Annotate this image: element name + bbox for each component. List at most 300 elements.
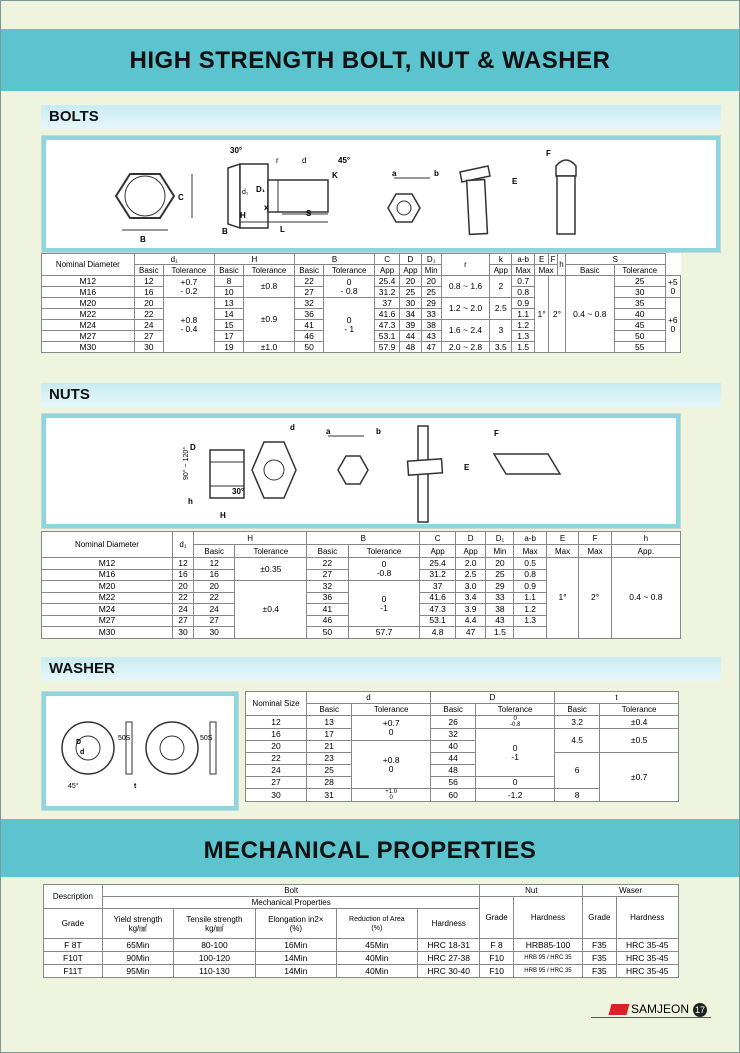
diagram-label: H xyxy=(220,511,226,520)
table-cell: 20 xyxy=(486,558,514,570)
table-cell: 25 xyxy=(307,765,352,777)
table-cell: 0.9 xyxy=(514,581,546,593)
table-cell: 22 xyxy=(246,753,307,765)
table-cell: 3.4 xyxy=(455,592,486,604)
table-cell: 1.6 ~ 2.4 xyxy=(441,320,490,342)
table-cell: Min xyxy=(486,545,514,558)
table-cell: 2° xyxy=(549,276,566,353)
table-cell: 40Min xyxy=(336,965,417,978)
table-cell: 30 xyxy=(400,298,422,309)
table-cell: 60 xyxy=(430,789,475,802)
table-cell: B xyxy=(307,532,420,545)
table-cell: M24 xyxy=(42,320,135,331)
table-cell: Description xyxy=(44,885,103,909)
table-cell: 29 xyxy=(486,581,514,593)
table-cell: 47.3 xyxy=(375,320,400,331)
diagram-label: 30° xyxy=(230,146,243,155)
diagram-label: d xyxy=(80,749,85,756)
table-cell: 46 xyxy=(307,615,348,627)
table-cell: M30 xyxy=(42,342,135,353)
table-cell: 25.4 xyxy=(375,276,400,287)
table-cell: 50 xyxy=(614,331,665,342)
table-cell: 27 xyxy=(134,331,163,342)
table-cell: M22 xyxy=(42,592,173,604)
table-cell: 27 xyxy=(172,615,193,627)
table-cell: 90Min xyxy=(102,952,173,965)
table-cell: ±1.0 xyxy=(244,342,295,353)
table-row xyxy=(44,965,679,978)
table-cell: 30 xyxy=(193,627,234,639)
table-cell: 1° xyxy=(535,276,549,353)
table-cell: 12 xyxy=(172,558,193,570)
table-cell: 15 xyxy=(214,320,243,331)
table-cell: 0.8 xyxy=(512,287,535,298)
table-cell: App xyxy=(455,545,486,558)
table-cell: +0.7 - 0.2 xyxy=(163,276,214,298)
diagram-label: 45° xyxy=(68,783,79,790)
diagram-label: 45° xyxy=(338,156,351,165)
diagram-label: d₁ xyxy=(242,189,249,196)
table-cell: +5 0 xyxy=(665,276,680,298)
table-cell: -1.2 xyxy=(476,789,555,802)
table-cell: 32 xyxy=(294,298,323,309)
table-cell: Basic xyxy=(134,265,163,276)
table-cell: 20 xyxy=(134,298,163,309)
table-cell: 38 xyxy=(486,604,514,616)
table-cell: H xyxy=(193,532,306,545)
table-cell: 25 xyxy=(486,569,514,581)
table-cell: 14Min xyxy=(255,965,336,978)
table-cell: 25 xyxy=(400,287,422,298)
table-cell: 33 xyxy=(421,309,441,320)
table-cell: Waser xyxy=(583,885,679,897)
table-cell: 48 xyxy=(400,342,422,353)
table-cell: M12 xyxy=(42,276,135,287)
bolt-drawing xyxy=(42,136,720,252)
table-cell: 16 xyxy=(246,729,307,741)
diagram-label: B xyxy=(222,227,228,236)
table-cell: 20 xyxy=(400,276,422,287)
diagram-label: 50S xyxy=(200,735,213,742)
table-cell: 36 xyxy=(294,309,323,320)
table-cell: 24 xyxy=(134,320,163,331)
table-cell: Tolerance xyxy=(476,704,555,716)
table-cell: 30 xyxy=(246,789,307,802)
table-cell: 0.5 xyxy=(514,558,546,570)
table-cell: H xyxy=(214,254,294,265)
table-cell: 1.1 xyxy=(514,592,546,604)
table-cell: 30 xyxy=(134,342,163,353)
table-cell: 12 xyxy=(193,558,234,570)
table-cell: 13 xyxy=(214,298,243,309)
table-cell: 2.0 ~ 2.8 xyxy=(441,342,490,353)
table-cell: 26 xyxy=(430,716,475,729)
table-cell: 57.7 xyxy=(348,627,420,639)
table-cell: HRB85-100 xyxy=(513,939,582,952)
table-cell: 10 xyxy=(214,287,243,298)
table-cell: 37 xyxy=(420,581,455,593)
table-cell: Tolerance xyxy=(348,545,420,558)
table-cell: M20 xyxy=(42,298,135,309)
bolts-table xyxy=(41,253,681,353)
table-cell: 34 xyxy=(400,309,422,320)
table-cell: Max xyxy=(535,265,558,276)
table-cell: +1.0 0 xyxy=(352,789,431,802)
table-cell: 95Min xyxy=(102,965,173,978)
table-cell: 100-120 xyxy=(174,952,256,965)
table-cell: 20 xyxy=(246,741,307,753)
table-cell: ±0.4 xyxy=(600,716,679,729)
table-cell: Hardness xyxy=(418,909,480,939)
table-cell: 55 xyxy=(614,342,665,353)
table-cell: Min xyxy=(421,265,441,276)
mech-title: MECHANICAL PROPERTIES xyxy=(203,837,537,864)
table-cell: B xyxy=(294,254,374,265)
diagram-label: L xyxy=(280,225,285,234)
table-cell: 50 xyxy=(307,627,348,639)
diagram-label: a xyxy=(326,427,331,436)
table-cell: 56 xyxy=(430,777,475,789)
table-cell: HRB 95 / HRC 35 xyxy=(513,952,582,965)
table-cell: 33 xyxy=(486,592,514,604)
table-row xyxy=(44,939,679,952)
table-cell: C xyxy=(420,532,455,545)
table-cell: 37 xyxy=(375,298,400,309)
table-cell: F10 xyxy=(480,965,513,978)
table-cell: a-b xyxy=(514,532,546,545)
table-cell: M30 xyxy=(42,627,173,639)
table-cell: 16 xyxy=(134,287,163,298)
table-cell: Tolerance xyxy=(352,704,431,716)
table-row xyxy=(246,753,679,765)
table-cell: 48 xyxy=(430,765,475,777)
table-cell: Basic xyxy=(430,704,475,716)
table-cell: 2° xyxy=(579,558,611,639)
table-cell: 0.9 xyxy=(512,298,535,309)
table-cell: E xyxy=(546,532,578,545)
table-cell: 24 xyxy=(193,604,234,616)
table-cell: ±0.5 xyxy=(600,729,679,753)
table-cell: +0.8 0 xyxy=(352,741,431,789)
table-cell: 17 xyxy=(307,729,352,741)
table-cell: F35 xyxy=(583,952,616,965)
table-cell: 38 xyxy=(421,320,441,331)
table-cell: F10 xyxy=(480,952,513,965)
table-cell: 22 xyxy=(193,592,234,604)
table-row xyxy=(246,716,679,729)
mech-banner xyxy=(1,819,739,877)
table-cell: 0.4 ~ 0.8 xyxy=(565,276,614,353)
table-cell: 8 xyxy=(214,276,243,287)
table-cell: Max xyxy=(512,265,535,276)
bolts-band xyxy=(41,105,721,129)
diagram-label: d xyxy=(302,156,307,165)
table-cell: ±0.35 xyxy=(235,558,307,581)
diagram-label: d xyxy=(290,423,295,432)
table-cell: 57.9 xyxy=(375,342,400,353)
table-cell: HRC 35-45 xyxy=(616,939,679,952)
diagram-label: h xyxy=(188,497,193,506)
table-cell: d xyxy=(307,692,431,704)
diagram-label: D xyxy=(76,739,82,746)
table-cell: F 8 xyxy=(480,939,513,952)
table-cell: 27 xyxy=(246,777,307,789)
footer-rule xyxy=(591,1017,711,1018)
table-cell: S xyxy=(565,254,665,265)
table-cell: C xyxy=(375,254,400,265)
table-cell: ±0.7 xyxy=(600,753,679,802)
table-cell: 30 xyxy=(614,287,665,298)
table-cell: 3 xyxy=(490,320,512,342)
diagram-label: C xyxy=(178,193,184,202)
table-cell: 22 xyxy=(172,592,193,604)
table-cell: 16 xyxy=(172,569,193,581)
table-cell: F 8T xyxy=(44,939,103,952)
table-cell: Tolerance xyxy=(163,265,214,276)
table-cell: 40 xyxy=(614,309,665,320)
page-title: HIGH STRENGTH BOLT, NUT & WASHER xyxy=(129,47,611,74)
table-cell: +0.8 - 0.4 xyxy=(163,298,214,353)
table-cell xyxy=(514,627,546,639)
table-cell: 24 xyxy=(172,604,193,616)
table-cell: 4.8 xyxy=(420,627,455,639)
table-cell: 14 xyxy=(214,309,243,320)
nut-hex-icon xyxy=(252,442,296,498)
table-cell: 36 xyxy=(307,592,348,604)
table-cell: F xyxy=(549,254,558,265)
diagram-label: b xyxy=(434,169,439,178)
mech-table xyxy=(43,884,679,978)
table-cell: 16Min xyxy=(255,939,336,952)
table-cell: t xyxy=(554,692,678,704)
table-cell: 53.1 xyxy=(420,615,455,627)
table-cell: 4.5 xyxy=(554,729,599,753)
table-cell: HRC 27-38 xyxy=(418,952,480,965)
table-cell: M22 xyxy=(42,309,135,320)
table-cell: M12 xyxy=(42,558,173,570)
table-cell: 53.1 xyxy=(375,331,400,342)
table-cell: Grade xyxy=(480,897,513,939)
diagram-label: B xyxy=(140,235,146,244)
table-cell: 0 xyxy=(476,777,555,789)
bolt-diagram xyxy=(41,135,721,253)
table-cell: Basic xyxy=(565,265,614,276)
table-cell: Max xyxy=(579,545,611,558)
table-cell: Nominal Size xyxy=(246,692,307,716)
table-cell: HRC 18-31 xyxy=(418,939,480,952)
table-cell: Hardness xyxy=(616,897,679,939)
table-cell: 31 xyxy=(307,789,352,802)
table-cell: App xyxy=(420,545,455,558)
table-cell: D xyxy=(455,532,486,545)
diagram-label: E xyxy=(464,463,470,472)
diagram-label: K xyxy=(332,171,338,180)
title-banner xyxy=(1,29,739,91)
table-cell: 27 xyxy=(294,287,323,298)
table-cell: 1.2 xyxy=(512,320,535,331)
table-cell: Tolerance xyxy=(600,704,679,716)
table-cell: 0 -1 xyxy=(348,581,420,627)
table-cell: 22 xyxy=(307,558,348,570)
table-cell: 28 xyxy=(307,777,352,789)
table-cell: 21 xyxy=(307,741,352,753)
table-cell: Hardness xyxy=(513,897,582,939)
table-cell: D₁ xyxy=(486,532,514,545)
table-cell: Tolerance xyxy=(614,265,665,276)
table-cell: 25 xyxy=(614,276,665,287)
nuts-heading: NUTS xyxy=(49,386,90,403)
diagram-label: E xyxy=(512,177,518,186)
nuts-band xyxy=(41,383,721,407)
table-cell: 0 -1 xyxy=(476,729,555,777)
bolts-heading: BOLTS xyxy=(49,108,99,125)
table-cell: HRC 30-40 xyxy=(418,965,480,978)
diagram-label: F xyxy=(546,149,551,158)
diagram-label: H xyxy=(240,211,246,220)
table-cell: Basic xyxy=(307,704,352,716)
table-cell: 25 xyxy=(421,287,441,298)
table-cell: Nut xyxy=(480,885,583,897)
table-cell: 31.2 xyxy=(375,287,400,298)
table-cell: 0.4 ~ 0.8 xyxy=(611,558,680,639)
diagram-label: D₁ xyxy=(256,185,266,194)
table-cell: 0 -0.8 xyxy=(476,716,555,729)
table-cell: 24 xyxy=(246,765,307,777)
table-cell: Basic xyxy=(193,545,234,558)
table-cell: App. xyxy=(611,545,680,558)
table-cell: Tolerance xyxy=(324,265,375,276)
table-cell: Grade xyxy=(583,897,616,939)
table-cell: Grade xyxy=(44,909,103,939)
nut-diagram xyxy=(41,413,681,529)
table-cell: Max xyxy=(546,545,578,558)
table-cell: HRC 35-45 xyxy=(616,952,679,965)
table-cell: ±0.4 xyxy=(235,581,307,639)
table-cell: M27 xyxy=(42,615,173,627)
table-cell: D₁ xyxy=(421,254,441,265)
table-cell: M16 xyxy=(42,287,135,298)
diagram-label: b xyxy=(376,427,381,436)
table-cell: Elongation in2× (%) xyxy=(255,909,336,939)
table-cell: Mechanical Properties xyxy=(102,897,480,909)
table-row xyxy=(42,558,681,570)
table-cell: Basic xyxy=(554,704,599,716)
samjeon-logo-icon xyxy=(609,1004,630,1015)
table-cell: +6 0 xyxy=(665,298,680,353)
table-cell: 29 xyxy=(421,298,441,309)
table-cell: E xyxy=(535,254,549,265)
table-cell: F35 xyxy=(583,939,616,952)
diagram-label: 30° xyxy=(232,487,245,496)
table-cell: D xyxy=(400,254,422,265)
table-cell: HRB 95 / HRC 35 xyxy=(513,965,582,978)
nuts-table xyxy=(41,531,681,639)
table-cell: 30 xyxy=(172,627,193,639)
table-cell: 32 xyxy=(430,729,475,741)
table-cell: 35 xyxy=(614,298,665,309)
table-cell: Tensile strength kg/㎟ xyxy=(174,909,256,939)
table-cell: 47.3 xyxy=(420,604,455,616)
table-cell: 0.8 xyxy=(514,569,546,581)
table-cell: 40Min xyxy=(336,952,417,965)
table-cell: 46 xyxy=(294,331,323,342)
table-cell: 13 xyxy=(307,716,352,729)
table-cell: 2.5 xyxy=(490,298,512,320)
page-number: 17 xyxy=(694,1004,705,1015)
table-cell: 47 xyxy=(455,627,486,639)
table-cell: M24 xyxy=(42,604,173,616)
table-cell: 19 xyxy=(214,342,243,353)
table-cell: 50 xyxy=(294,342,323,353)
table-cell: 1.2 xyxy=(514,604,546,616)
table-cell: 3.0 xyxy=(455,581,486,593)
table-cell: 45 xyxy=(614,320,665,331)
table-cell: Bolt xyxy=(102,885,480,897)
diagram-label: t xyxy=(134,783,137,790)
table-cell: 44 xyxy=(400,331,422,342)
table-cell: M27 xyxy=(42,331,135,342)
table-cell: 17 xyxy=(214,331,243,342)
table-cell: 3.2 xyxy=(554,716,599,729)
nut-face-icon xyxy=(388,194,420,222)
table-cell: 3.5 xyxy=(490,342,512,353)
table-cell: Yield strength kg/㎟ xyxy=(102,909,173,939)
table-row xyxy=(42,276,681,287)
table-cell: 14Min xyxy=(255,952,336,965)
table-cell: 2.5 xyxy=(455,569,486,581)
table-cell: App xyxy=(490,265,512,276)
table-cell: Basic xyxy=(294,265,323,276)
table-cell: 41.6 xyxy=(375,309,400,320)
table-cell: 12 xyxy=(246,716,307,729)
table-cell: 1.1 xyxy=(512,309,535,320)
table-cell: 31.2 xyxy=(420,569,455,581)
table-cell: d₁ xyxy=(134,254,214,265)
washer-heading: WASHER xyxy=(49,660,115,677)
table-cell: 39 xyxy=(400,320,422,331)
table-cell: 22 xyxy=(294,276,323,287)
diagram-label: a xyxy=(392,169,397,178)
washer-band xyxy=(41,657,721,681)
table-cell: F35 xyxy=(583,965,616,978)
table-cell: F10T xyxy=(44,952,103,965)
table-cell: 41 xyxy=(307,604,348,616)
diagram-label: F xyxy=(494,429,499,438)
diagram-label: 90° ~ 120° xyxy=(183,446,190,480)
table-cell: Tolerance xyxy=(235,545,307,558)
nut-drawing xyxy=(42,414,680,528)
table-cell: 44 xyxy=(430,753,475,765)
table-cell: 0 - 1 xyxy=(324,298,375,353)
table-cell: 2 xyxy=(490,276,512,298)
table-cell: 16 xyxy=(193,569,234,581)
table-cell: F11T xyxy=(44,965,103,978)
table-cell: F xyxy=(579,532,611,545)
table-cell: 110-130 xyxy=(174,965,256,978)
diagram-label: S xyxy=(306,209,312,218)
table-cell: 0 - 0.8 xyxy=(324,276,375,298)
table-cell: D xyxy=(430,692,554,704)
table-cell: 1.5 xyxy=(512,342,535,353)
table-cell: 43 xyxy=(486,615,514,627)
table-cell: 0 -0.8 xyxy=(348,558,420,581)
table-cell: 3.9 xyxy=(455,604,486,616)
table-cell: 40 xyxy=(430,741,475,753)
brand-name: SAMJEON xyxy=(630,1002,689,1016)
table-cell: M16 xyxy=(42,569,173,581)
diagram-label: 50S xyxy=(118,735,131,742)
table-cell: Max xyxy=(514,545,546,558)
